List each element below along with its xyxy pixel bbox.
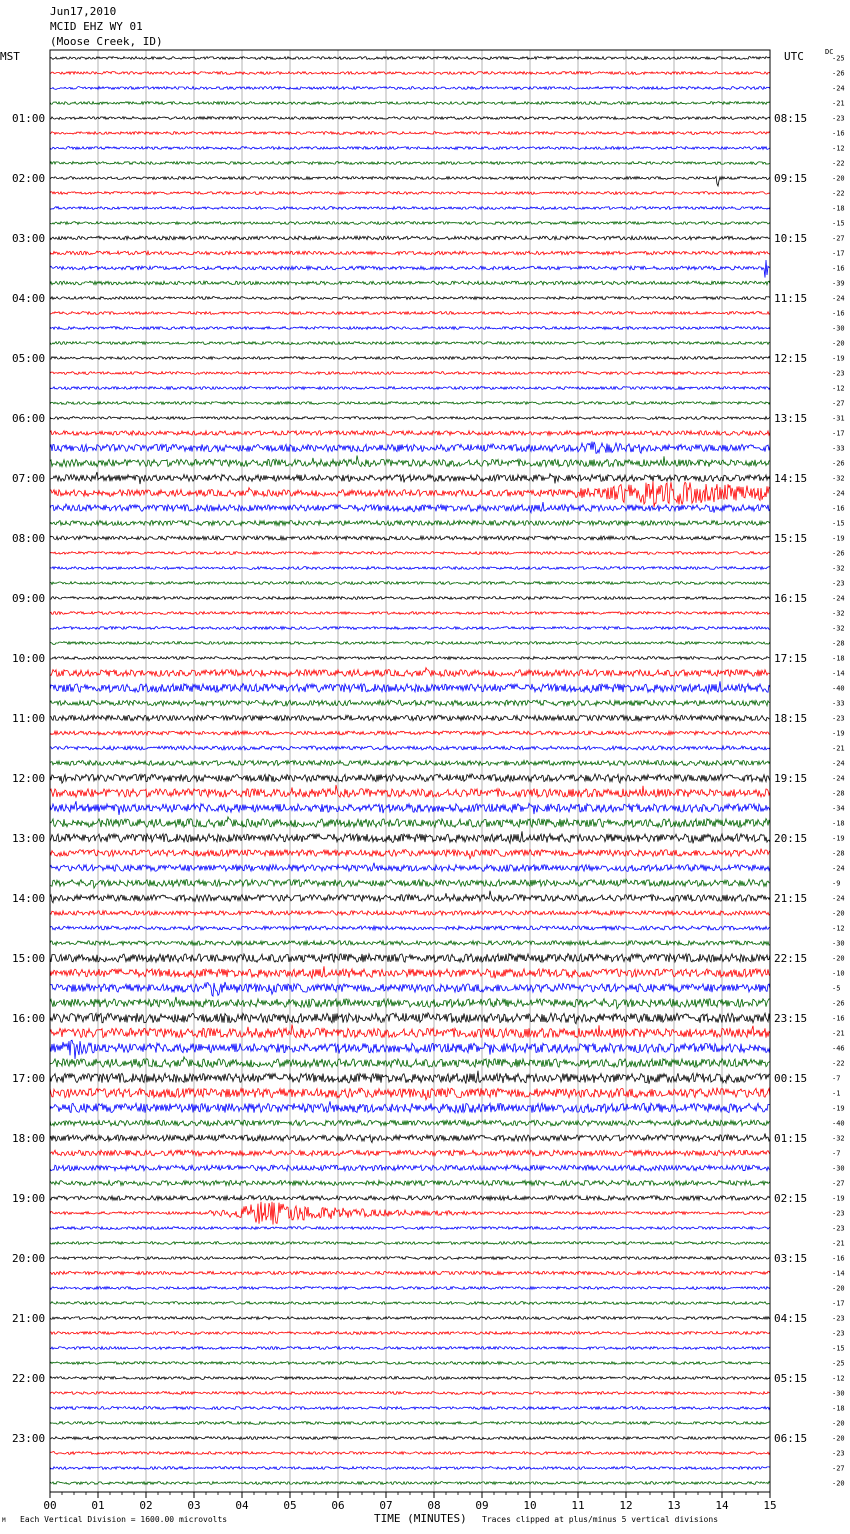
- dc-offset-label: -19: [832, 1194, 845, 1203]
- mst-hour-label: 19:00: [12, 1192, 46, 1205]
- seismic-trace: [50, 1040, 770, 1059]
- seismic-trace: [50, 700, 770, 706]
- mst-hour-label: 21:00: [12, 1312, 46, 1325]
- dc-offset-label: -23: [832, 1449, 845, 1458]
- dc-offset-label: -22: [832, 1059, 845, 1068]
- dc-offset-label: -30: [832, 939, 845, 948]
- seismic-trace: [50, 521, 770, 526]
- dc-offset-label: -26: [832, 69, 845, 78]
- seismic-trace: [50, 456, 770, 467]
- scale-note: Each Vertical Division = 1600.00 microvolts: [20, 1515, 228, 1524]
- dc-offset-label: -24: [832, 759, 845, 768]
- utc-hour-label: 01:15: [774, 1132, 808, 1145]
- seismic-trace: [50, 941, 770, 945]
- dc-offset-label: -33: [832, 444, 845, 453]
- seismic-trace: [50, 481, 770, 507]
- x-tick-label: 08: [427, 1499, 441, 1512]
- seismic-trace: [50, 1196, 770, 1200]
- seismic-trace: [50, 1271, 770, 1274]
- seismic-trace: [50, 132, 770, 135]
- seismic-trace: [50, 1317, 770, 1320]
- seismic-trace: [50, 1134, 770, 1143]
- dc-offset-label: -16: [832, 504, 845, 513]
- mst-hour-label: 11:00: [12, 712, 46, 725]
- seismic-trace: [50, 1332, 770, 1335]
- dc-offset-label: -20: [832, 1419, 845, 1428]
- seismic-trace: [50, 1287, 770, 1290]
- seismic-trace: [50, 417, 770, 420]
- mst-hour-label: 08:00: [12, 532, 46, 545]
- dc-offset-label: -16: [832, 129, 845, 138]
- utc-hour-label: 19:15: [774, 772, 808, 785]
- dc-offset-label: -32: [832, 564, 845, 573]
- seismic-trace: [50, 1392, 770, 1395]
- seismic-trace: [50, 1422, 770, 1425]
- seismic-trace: [50, 502, 770, 513]
- utc-hour-label: 14:15: [774, 472, 808, 485]
- utc-hour-label: 06:15: [774, 1432, 808, 1445]
- dc-offset-label: -18: [832, 204, 845, 213]
- seismic-trace: [50, 431, 770, 435]
- dc-offset-label: -20: [832, 1479, 845, 1488]
- dc-offset-label: -1: [832, 1089, 841, 1098]
- dc-offset-label: -21: [832, 99, 845, 108]
- dc-offset-label: -39: [832, 279, 845, 288]
- utc-hour-label: 17:15: [774, 652, 808, 665]
- x-tick-label: 10: [523, 1499, 537, 1512]
- seismic-trace: [50, 536, 770, 540]
- seismic-trace: [50, 817, 770, 827]
- dc-offset-label: -21: [832, 744, 845, 753]
- dc-offset-label: -31: [832, 414, 845, 423]
- dc-offset-label: -12: [832, 1374, 845, 1383]
- seismic-trace: [50, 442, 770, 454]
- seismic-trace: [50, 1181, 770, 1186]
- x-tick-label: 05: [283, 1499, 297, 1512]
- seismic-trace: [50, 236, 770, 240]
- seismic-trace: [50, 1024, 770, 1037]
- x-axis-label: TIME (MINUTES): [374, 1512, 467, 1525]
- x-tick-label: 02: [139, 1499, 153, 1512]
- station-label: MCID EHZ WY 01: [50, 20, 143, 33]
- dc-offset-label: -18: [832, 1404, 845, 1413]
- seismic-trace: [50, 1302, 770, 1305]
- seismic-trace: [50, 147, 770, 150]
- dc-offset-label: -16: [832, 309, 845, 318]
- dc-offset-label: -34: [832, 804, 845, 813]
- utc-hour-label: 20:15: [774, 832, 808, 845]
- seismic-trace: [50, 774, 770, 783]
- dc-offset-label: -22: [832, 159, 845, 168]
- dc-offset-label: -24: [832, 864, 845, 873]
- dc-offset-label: -46: [832, 1044, 845, 1053]
- x-tick-label: 07: [379, 1499, 393, 1512]
- seismic-trace: [50, 72, 770, 75]
- seismic-trace: [50, 1120, 770, 1126]
- dc-offset-label: -30: [832, 324, 845, 333]
- x-tick-label: 09: [475, 1499, 489, 1512]
- seismic-trace: [50, 657, 770, 660]
- dc-offset-label: -27: [832, 1464, 845, 1473]
- seismic-trace: [50, 192, 770, 195]
- seismic-trace: [50, 982, 770, 996]
- dc-offset-label: -28: [832, 849, 845, 858]
- seismic-trace: [50, 801, 770, 815]
- dc-offset-label: -19: [832, 354, 845, 363]
- seismic-trace: [50, 1257, 770, 1260]
- dc-offset-label: -10: [832, 969, 845, 978]
- seismic-trace: [50, 1150, 770, 1156]
- seismic-trace: [50, 552, 770, 555]
- dc-offset-label: -24: [832, 894, 845, 903]
- dc-header-label: DC: [825, 48, 834, 56]
- dc-offset-label: -40: [832, 684, 845, 693]
- utc-hour-label: 13:15: [774, 412, 808, 425]
- x-tick-label: 06: [331, 1499, 345, 1512]
- dc-offset-label: -21: [832, 1239, 845, 1248]
- mst-hour-label: 04:00: [12, 292, 46, 305]
- seismic-trace: [50, 761, 770, 766]
- seismic-trace: [50, 372, 770, 375]
- mst-hour-label: 15:00: [12, 952, 46, 965]
- mst-hour-label: 01:00: [12, 112, 46, 125]
- mst-hour-label: 22:00: [12, 1372, 46, 1385]
- dc-offset-label: -9: [832, 879, 841, 888]
- utc-hour-label: 00:15: [774, 1072, 808, 1085]
- seismic-trace: [50, 831, 770, 843]
- utc-hour-label: 11:15: [774, 292, 808, 305]
- seismic-trace: [50, 715, 770, 721]
- seismic-trace: [50, 1057, 770, 1067]
- dc-offset-label: -19: [832, 1104, 845, 1113]
- dc-offset-label: -18: [832, 654, 845, 663]
- seismic-trace: [50, 863, 770, 872]
- dc-offset-label: -15: [832, 1344, 845, 1353]
- mst-hour-label: 10:00: [12, 652, 46, 665]
- utc-hour-label: 12:15: [774, 352, 808, 365]
- dc-offset-label: -20: [832, 339, 845, 348]
- seismic-trace: [50, 582, 770, 585]
- dc-offset-label: -40: [832, 1119, 845, 1128]
- dc-offset-label: -15: [832, 519, 845, 528]
- dc-offset-label: -20: [832, 1434, 845, 1443]
- mst-hour-label: 09:00: [12, 592, 46, 605]
- seismic-trace: [50, 911, 770, 915]
- dc-offset-label: -26: [832, 999, 845, 1008]
- dc-offset-label: -21: [832, 1029, 845, 1038]
- seismic-trace: [50, 342, 770, 345]
- mst-hour-label: 17:00: [12, 1072, 46, 1085]
- dc-offset-label: -7: [832, 1149, 841, 1158]
- dc-offset-label: -23: [832, 114, 845, 123]
- dc-offset-label: -23: [832, 1314, 845, 1323]
- dc-offset-label: -26: [832, 549, 845, 558]
- utc-hour-label: 08:15: [774, 112, 808, 125]
- mst-hour-label: 02:00: [12, 172, 46, 185]
- seismic-trace: [50, 1362, 770, 1365]
- mst-hour-label: 23:00: [12, 1432, 46, 1445]
- seismic-trace: [50, 668, 770, 677]
- utc-hour-label: 03:15: [774, 1252, 808, 1265]
- seismic-trace: [50, 251, 770, 255]
- seismic-trace: [50, 966, 770, 978]
- seismic-trace: [50, 472, 770, 484]
- x-tick-label: 12: [619, 1499, 633, 1512]
- seismic-trace: [50, 207, 770, 210]
- dc-offset-label: -23: [832, 579, 845, 588]
- seismic-trace: [50, 1347, 770, 1350]
- dc-offset-label: -27: [832, 1179, 845, 1188]
- seismic-trace: [50, 1452, 770, 1455]
- dc-offset-label: -12: [832, 384, 845, 393]
- dc-offset-label: -20: [832, 174, 845, 183]
- dc-offset-label: -32: [832, 609, 845, 618]
- seismic-trace: [50, 1071, 770, 1084]
- seismic-trace: [50, 357, 770, 360]
- mst-hour-label: 03:00: [12, 232, 46, 245]
- seismic-trace: [50, 642, 770, 645]
- seismic-trace: [50, 387, 770, 390]
- dc-offset-label: -27: [832, 234, 845, 243]
- dc-offset-label: -20: [832, 1284, 845, 1293]
- dc-offset-label: -24: [832, 774, 845, 783]
- seismic-trace: [50, 954, 770, 963]
- dc-offset-label: -14: [832, 669, 845, 678]
- dc-offset-label: -19: [832, 729, 845, 738]
- dc-offset-label: -25: [832, 54, 845, 63]
- utc-hour-label: 05:15: [774, 1372, 808, 1385]
- dc-offset-label: -30: [832, 1389, 845, 1398]
- seismic-trace: [50, 849, 770, 859]
- seismic-trace: [50, 117, 770, 120]
- utc-hour-label: 22:15: [774, 952, 808, 965]
- seismic-trace: [50, 681, 770, 693]
- dc-offset-label: -15: [832, 219, 845, 228]
- dc-offset-label: -23: [832, 1224, 845, 1233]
- seismic-trace: [50, 260, 770, 278]
- dc-offset-label: -16: [832, 264, 845, 273]
- dc-offset-label: -17: [832, 429, 845, 438]
- dc-offset-label: -23: [832, 1209, 845, 1218]
- seismic-trace: [50, 926, 770, 930]
- seismic-trace: [50, 1467, 770, 1470]
- mst-hour-label: 12:00: [12, 772, 46, 785]
- utc-hour-label: 02:15: [774, 1192, 808, 1205]
- mst-hour-label: 20:00: [12, 1252, 46, 1265]
- dc-offset-label: -24: [832, 489, 845, 498]
- dc-offset-label: -24: [832, 294, 845, 303]
- seismic-trace: [50, 327, 770, 330]
- x-tick-label: 14: [715, 1499, 729, 1512]
- dc-offset-label: -17: [832, 249, 845, 258]
- dc-offset-label: -32: [832, 624, 845, 633]
- mst-hour-label: 06:00: [12, 412, 46, 425]
- x-tick-label: 00: [43, 1499, 57, 1512]
- dc-offset-label: -17: [832, 1299, 845, 1308]
- seismic-trace: [50, 87, 770, 90]
- mst-hour-label: 16:00: [12, 1012, 46, 1025]
- seismic-trace: [50, 312, 770, 315]
- mst-hour-label: 14:00: [12, 892, 46, 905]
- dc-offset-label: -19: [832, 534, 845, 543]
- dc-offset-label: -12: [832, 144, 845, 153]
- dc-offset-label: -23: [832, 369, 845, 378]
- utc-hour-label: 21:15: [774, 892, 808, 905]
- dc-offset-label: -26: [832, 459, 845, 468]
- seismic-trace: [50, 1377, 770, 1380]
- utc-hour-label: 18:15: [774, 712, 808, 725]
- seismic-trace: [50, 746, 770, 750]
- seismic-trace: [50, 57, 770, 60]
- seismic-trace: [50, 612, 770, 615]
- dc-offset-label: -27: [832, 399, 845, 408]
- utc-hour-label: 23:15: [774, 1012, 808, 1025]
- seismic-trace: [50, 597, 770, 600]
- seismic-trace: [50, 281, 770, 285]
- x-tick-label: 11: [571, 1499, 585, 1512]
- seismic-trace: [50, 1437, 770, 1440]
- seismic-trace: [50, 879, 770, 888]
- dc-offset-label: -20: [832, 909, 845, 918]
- x-tick-label: 03: [187, 1499, 201, 1512]
- dc-offset-label: -16: [832, 1014, 845, 1023]
- seismic-trace: [50, 162, 770, 165]
- dc-offset-label: -19: [832, 834, 845, 843]
- seismic-trace: [50, 567, 770, 570]
- dc-offset-label: -32: [832, 474, 845, 483]
- clip-note: Traces clipped at plus/minus 5 vertical divisions: [482, 1515, 719, 1524]
- location-label: (Moose Creek, ID): [50, 35, 163, 48]
- x-tick-label: 13: [667, 1499, 681, 1512]
- seismic-trace: [50, 1088, 770, 1100]
- dc-offset-label: -28: [832, 789, 845, 798]
- seismic-trace: [50, 1407, 770, 1410]
- seismic-trace: [50, 731, 770, 735]
- seismic-trace: [50, 785, 770, 797]
- x-tick-label: 04: [235, 1499, 249, 1512]
- dc-offset-label: -24: [832, 84, 845, 93]
- mst-hour-label: 18:00: [12, 1132, 46, 1145]
- dc-offset-label: -32: [832, 1134, 845, 1143]
- dc-offset-label: -7: [832, 1074, 841, 1083]
- utc-hour-label: 04:15: [774, 1312, 808, 1325]
- seismic-trace: [50, 222, 770, 225]
- seismic-trace: [50, 1101, 770, 1113]
- seismic-trace: [50, 1202, 770, 1225]
- dc-offset-label: -18: [832, 819, 845, 828]
- seismic-trace: [50, 402, 770, 405]
- dc-offset-label: -12: [832, 924, 845, 933]
- dc-offset-label: -33: [832, 699, 845, 708]
- mst-hour-label: 13:00: [12, 832, 46, 845]
- utc-hour-label: 09:15: [774, 172, 808, 185]
- utc-hour-label: 10:15: [774, 232, 808, 245]
- mst-hour-label: 05:00: [12, 352, 46, 365]
- plot-frame: [50, 50, 770, 1492]
- x-tick-label: 01: [91, 1499, 105, 1512]
- dc-offset-label: -5: [832, 984, 841, 993]
- seismic-trace: [50, 1482, 770, 1485]
- dc-offset-label: -23: [832, 1329, 845, 1338]
- seismic-trace: [50, 997, 770, 1009]
- seismic-trace: [50, 891, 770, 903]
- utc-hour-label: 16:15: [774, 592, 808, 605]
- seismic-trace: [50, 1165, 770, 1171]
- seismic-trace: [50, 297, 770, 300]
- dc-offset-label: -20: [832, 954, 845, 963]
- mst-hour-label: 07:00: [12, 472, 46, 485]
- dc-offset-label: -28: [832, 639, 845, 648]
- dc-offset-label: -24: [832, 594, 845, 603]
- seismic-trace: [50, 627, 770, 630]
- dc-offset-label: -25: [832, 1359, 845, 1368]
- seismic-trace: [50, 1242, 770, 1245]
- left-timezone-label: MST: [0, 50, 20, 63]
- seismic-trace: [50, 1227, 770, 1230]
- dc-offset-label: -30: [832, 1164, 845, 1173]
- date-label: Jun17,2010: [50, 5, 117, 18]
- seismic-trace: [50, 176, 770, 186]
- dc-offset-label: -23: [832, 714, 845, 723]
- x-tick-label: 15: [763, 1499, 777, 1512]
- corner-mark: M: [2, 1517, 6, 1524]
- dc-offset-label: -22: [832, 189, 845, 198]
- dc-offset-label: -14: [832, 1269, 845, 1278]
- right-timezone-label: UTC: [784, 50, 804, 63]
- utc-hour-label: 15:15: [774, 532, 808, 545]
- dc-offset-label: -16: [832, 1254, 845, 1263]
- seismic-trace: [50, 1013, 770, 1024]
- seismic-trace: [50, 102, 770, 105]
